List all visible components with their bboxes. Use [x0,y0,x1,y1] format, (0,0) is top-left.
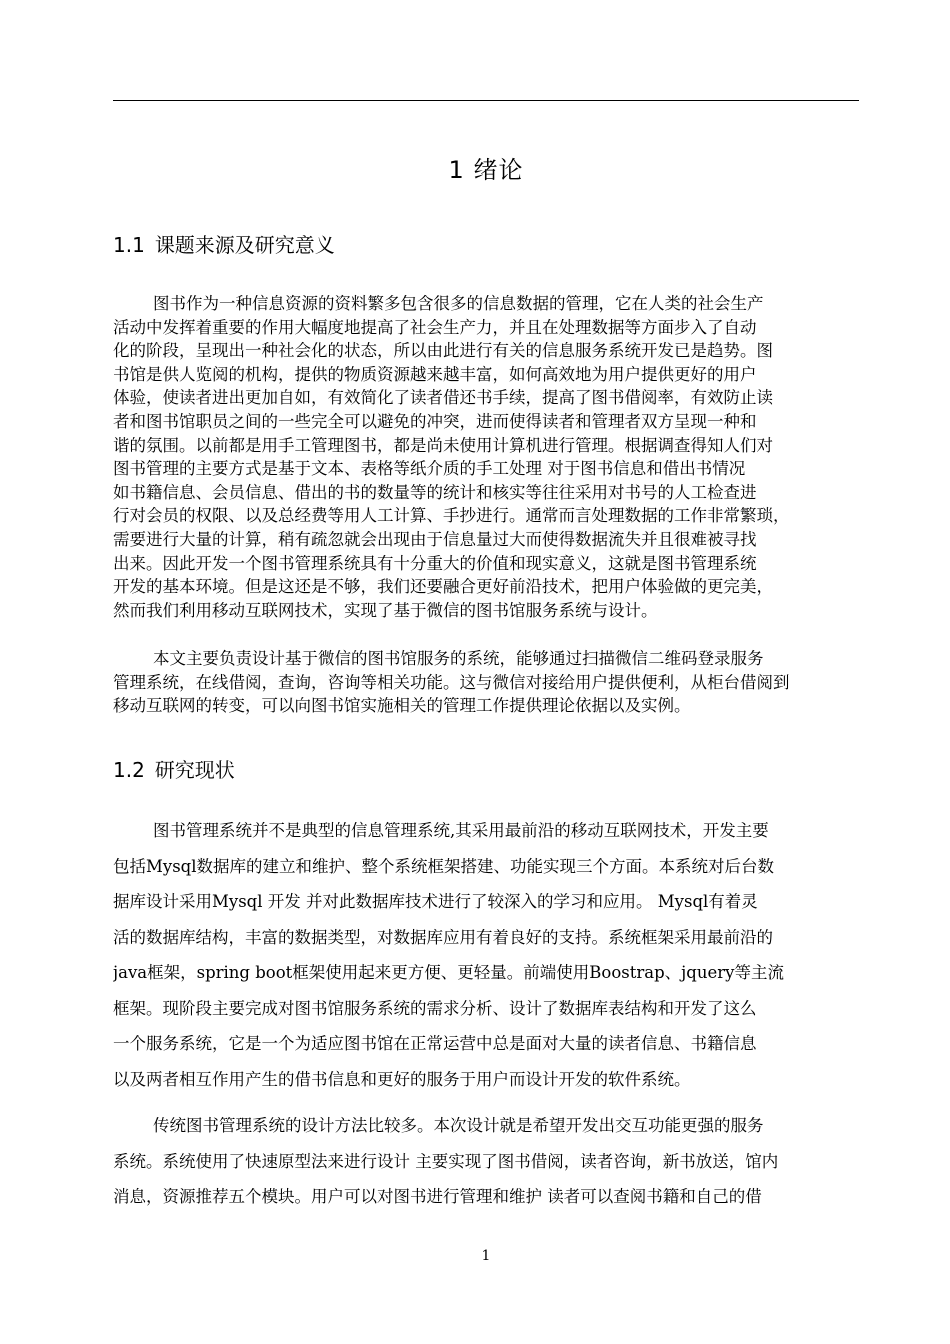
text-line: 谐的氛围。以前都是用手工管理图书，都是尚未使用计算机进行管理。根据调查得知人们对 [113,435,773,455]
text-line: 本文主要负责设计基于微信的图书馆服务的系统，能够通过扫描微信二维码登录服务 [153,649,764,668]
text-line: 者和图书馆职员之间的一些完全可以避免的冲突，进而使得读者和管理者双方呈现一种和 [113,411,757,431]
text-line: 活动中发挥着重要的作用大幅度地提高了社会生产力，并且在处理数据等方面步入了自动 [113,317,757,337]
paragraph-1-2-a [113,813,859,1097]
text-line: 图书作为一种信息资源的资料繁多包含很多的信息数据的管理，它在人类的社会生产 [153,294,764,313]
text-line: 活的数据库结构，丰富的数据类型，对数据库应用有着良好的支持。系统框架采用最前沿的 [113,927,773,947]
section-heading-1-1 [113,230,335,260]
text-line: 传统图书管理系统的设计方法比较多。本次设计就是希望开发出交互功能更强的服务 [153,1116,764,1135]
chapter-title: 1 绪论 [448,156,524,184]
text-line: 管理系统，在线借阅，查询，咨询等相关功能。这与微信对接给用户提供便利，从柜台借阅到 [113,672,790,692]
section-heading-text: 课题来源及研究意义 [154,233,335,257]
text-line: 体验，使读者进出更加自如，有效简化了读者借还书手续，提高了图书借阅率，有效防止读 [113,388,773,408]
section-number: 1.2 [113,758,145,782]
text-line: 然而我们利用移动互联网技术，实现了基于微信的图书馆服务系统与设计。 [113,600,658,620]
text-line: 图书管理的主要方式是基于文本、表格等纸介质的手工处理 对于图书信息和借出书情况 [113,459,746,479]
paragraph-1-1-b [113,647,859,718]
paragraph-1-2-b [113,1108,859,1215]
text-line: 出来。因此开发一个图书管理系统具有十分重大的价值和现实意义，这就是图书管理系统 [113,553,757,573]
text-line: 移动互联网的转变，可以向图书馆实施相关的管理工作提供理论依据以及实例。 [113,696,691,716]
text-line: 行对会员的权限、以及总经费等用人工计算、手抄进行。通常而言处理数据的工作非常繁琐， [113,506,790,526]
text-line: 开发的基本环境。但是这还是不够，我们还要融合更好前沿技术，把用户体验做的更完美， [113,577,773,597]
section-heading-1-2 [113,755,235,785]
paragraph-1-1-a [113,292,859,622]
text-line: 框架。现阶段主要完成对图书馆服务系统的需求分析、设计了数据库表结构和开发了这么 [113,998,757,1018]
page-number: 1 [481,1248,491,1264]
text-line: 以及两者相互作用产生的借书信息和更好的服务于用户而设计开发的软件系统。 [113,1069,691,1089]
section-number: 1.1 [113,233,145,257]
text-line: 化的阶段，呈现出一种社会化的状态，所以由此进行有关的信息服务系统开发已是趋势。图 [113,341,773,361]
text-line: 系统。系统使用了快速原型法来进行设计 主要实现了图书借阅，读者咨询，新书放送，馆内 [113,1151,779,1171]
text-line: 包括Mysql数据库的建立和维护、整个系统框架搭建、功能实现三个方面。本系统对后台数 [113,856,775,876]
section-heading-text: 研究现状 [154,758,235,782]
text-line: 需要进行大量的计算，稍有疏忽就会出现由于信息量过大而使得数据流失并且很难被寻找 [113,529,757,549]
text-line: 如书籍信息、会员信息、借出的书的数量等的统计和核实等往往采用对书号的人工检查进 [113,482,757,502]
header-rule [113,100,859,101]
text-line: 消息，资源推荐五个模块。用户可以对图书进行管理和维护 读者可以查阅书籍和自己的借 [113,1187,762,1206]
text-line: 据库设计采用Mysql 开发 并对此数据库技术进行了较深入的学习和应用。 Mysql有着灵 [113,892,758,911]
text-line: java框架，spring boot框架使用起来更方便、更轻量。前端使用Boostrap、jquery等主流 [113,963,784,982]
text-line: 书馆是供人览阅的机构，提供的物质资源越来越丰富，如何高效地为用户提供更好的用户 [113,364,757,384]
text-line: 图书管理系统并不是典型的信息管理系统,其采用最前沿的移动互联网技术，开发主要 [153,821,769,840]
text-line: 一个服务系统，它是一个为适应图书馆在正常运营中总是面对大量的读者信息、书籍信息 [113,1034,757,1053]
